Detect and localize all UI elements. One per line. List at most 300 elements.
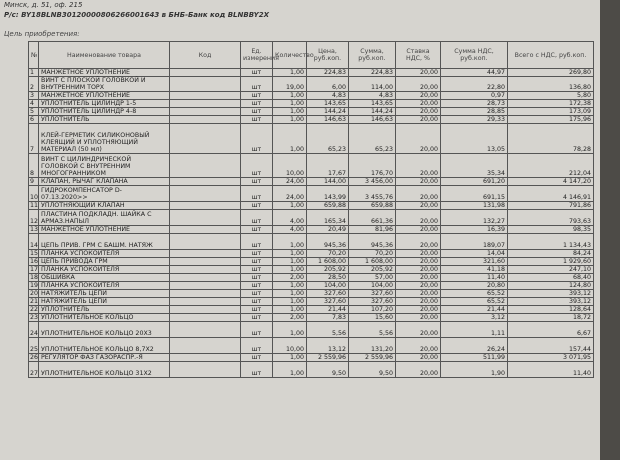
row-number: 27 — [29, 362, 39, 378]
total-amount: 269,80 — [508, 69, 594, 77]
quantity: 1,00 — [273, 234, 307, 250]
row-number: 10 — [29, 186, 39, 202]
table-row — [29, 314, 594, 322]
table-row — [29, 306, 594, 314]
unit: шт — [241, 210, 273, 226]
table-row — [29, 258, 594, 266]
vat-amount: 41,18 — [441, 266, 508, 274]
item-name: ВИНТ С ЦИЛИНДРИЧЕСКОЙ ГОЛОВКОЙ С ВНУТРЕННИМ МНОГОГРАННИКОМ — [39, 154, 170, 178]
item-code — [170, 266, 241, 274]
vat-rate: 20,00 — [396, 124, 441, 154]
table-header-row — [29, 42, 594, 69]
total-amount: 124,80 — [508, 282, 594, 290]
item-code — [170, 322, 241, 338]
row-number: 18 — [30, 274, 39, 281]
item-name: МАНЖЕТНОЕ УПЛОТНЕНИЕ — [39, 226, 170, 234]
vat-amount: 189,07 — [441, 234, 508, 250]
row-number: 7 — [29, 124, 39, 154]
vat-rate: 20,00 — [396, 178, 441, 186]
row-number: 21 — [30, 298, 39, 305]
vat-amount: 29,33 — [441, 116, 508, 124]
item-code — [170, 186, 241, 202]
row-number: 24 — [29, 322, 39, 338]
table-row — [29, 124, 594, 154]
row-number: 22 — [30, 306, 39, 313]
vat-amount: 1,11 — [441, 322, 508, 338]
total-amount: 4 146,91 — [508, 186, 594, 202]
row-number: 4 — [29, 100, 39, 108]
total-amount: 128,64 — [508, 306, 594, 314]
item-name: ВИНТ С ПЛОСКОЙ ГОЛОВКОЙ И ВНУТРЕННИМ ТОРХ — [39, 77, 170, 92]
total-amount: 68,40 — [508, 274, 594, 282]
item-name: УПЛОТНИТЕЛЬНОЕ КОЛЬЦО 31Х2 — [39, 362, 170, 378]
unit: шт — [241, 234, 273, 250]
unit: шт — [241, 274, 273, 282]
row-number: 16 — [30, 258, 39, 265]
vat-rate: 20,00 — [396, 266, 441, 274]
col-header-qty: Количество — [273, 42, 307, 69]
unit: шт — [241, 322, 273, 338]
unit: шт — [241, 362, 273, 378]
item-code — [170, 314, 241, 322]
price: 65,23 — [307, 124, 349, 154]
price: 224,83 — [307, 69, 349, 77]
quantity: 1,00 — [273, 108, 307, 116]
vat-rate: 20,00 — [396, 362, 441, 378]
quantity: 1,00 — [273, 322, 307, 338]
table-row — [29, 290, 594, 298]
vat-rate: 20,00 — [396, 202, 441, 210]
vat-rate: 20,00 — [396, 338, 441, 354]
price: 659,88 — [307, 202, 349, 210]
total-amount: 98,35 — [508, 226, 594, 234]
amount: 146,63 — [349, 116, 396, 124]
table-row — [29, 274, 594, 282]
price: 70,20 — [307, 250, 349, 258]
vat-rate: 20,00 — [396, 290, 441, 298]
item-name: ПЛАНКА УСПОКОИТЕЛЯ — [39, 266, 170, 274]
amount: 104,00 — [349, 282, 396, 290]
amount: 143,65 — [349, 100, 396, 108]
price: 13,12 — [307, 338, 349, 354]
vat-rate: 20,00 — [396, 282, 441, 290]
vat-amount: 28,73 — [441, 100, 508, 108]
price: 945,36 — [307, 234, 349, 250]
vat-amount: 16,39 — [441, 226, 508, 234]
vat-amount: 132,27 — [441, 210, 508, 226]
amount: 1 608,00 — [349, 258, 396, 266]
price: 205,92 — [307, 266, 349, 274]
item-name: ПЛАНКА УСПОКОИТЕЛЯ — [39, 282, 170, 290]
item-name: КЛАПАН, РЫЧАГ КЛАПАНА — [39, 178, 170, 186]
row-number: 2 — [29, 77, 39, 92]
total-amount: 173,09 — [508, 108, 594, 116]
amount: 176,70 — [349, 154, 396, 178]
price: 5,56 — [307, 322, 349, 338]
table-row — [29, 298, 594, 306]
item-name: РЕГУЛЯТОР ФАЗ ГАЗОРАСПР.-Я — [39, 354, 170, 362]
row-number: 17 — [30, 266, 39, 273]
table-row — [29, 338, 594, 354]
row-number: 20 — [30, 290, 39, 297]
unit: шт — [241, 258, 273, 266]
unit: шт — [241, 314, 273, 322]
quantity: 1,00 — [273, 100, 307, 108]
unit: шт — [241, 298, 273, 306]
vat-amount: 14,04 — [441, 250, 508, 258]
amount: 5,56 — [349, 322, 396, 338]
col-header-vat-rate: Ставка НДС, % — [396, 42, 441, 69]
price: 327,60 — [307, 290, 349, 298]
col-header-code: Код — [170, 42, 241, 69]
quantity: 1,00 — [273, 250, 307, 258]
table-row — [29, 266, 594, 274]
table-row — [29, 234, 594, 250]
price: 1 608,00 — [307, 258, 349, 266]
quantity: 24,00 — [273, 186, 307, 202]
table-row — [29, 282, 594, 290]
item-code — [170, 274, 241, 282]
row-number: 5 — [29, 108, 39, 116]
row-number: 25 — [29, 338, 39, 354]
row-number: 14 — [29, 234, 39, 250]
vat-amount: 65,52 — [441, 290, 508, 298]
table-row — [29, 210, 594, 226]
quantity: 2,00 — [273, 314, 307, 322]
vat-amount: 0,97 — [441, 92, 508, 100]
item-name: УПЛОТНИТЕЛЬНОЕ КОЛЬЦО 8,7Х2 — [39, 338, 170, 354]
price: 143,99 — [307, 186, 349, 202]
total-amount: 11,40 — [508, 362, 594, 378]
item-code — [170, 354, 241, 362]
item-name: ЦЕПЬ ПРИВОДА ГРМ — [39, 258, 170, 266]
item-code — [170, 290, 241, 298]
table-row — [29, 154, 594, 178]
table-row — [29, 69, 594, 77]
vat-rate: 20,00 — [396, 154, 441, 178]
total-amount: 247,10 — [508, 266, 594, 274]
quantity: 10,00 — [273, 154, 307, 178]
price: 6,00 — [307, 77, 349, 92]
table-row — [29, 362, 594, 378]
table-row — [29, 250, 594, 258]
total-amount: 212,04 — [508, 154, 594, 178]
item-code — [170, 92, 241, 100]
row-number: 19 — [30, 282, 39, 289]
vat-rate: 20,00 — [396, 322, 441, 338]
unit: шт — [241, 290, 273, 298]
unit: шт — [241, 178, 273, 186]
col-header-unit: Ед. измерения — [241, 42, 273, 69]
total-amount: 5,80 — [508, 92, 594, 100]
item-code — [170, 202, 241, 210]
vat-amount: 691,20 — [441, 178, 508, 186]
vat-rate: 20,00 — [396, 298, 441, 306]
vat-rate: 20,00 — [396, 77, 441, 92]
total-amount: 791,86 — [508, 202, 594, 210]
unit: шт — [241, 354, 273, 362]
item-name: УПЛОТНИТЕЛЬ — [39, 306, 170, 314]
unit: шт — [241, 338, 273, 354]
vat-rate: 20,00 — [396, 306, 441, 314]
item-name: ПЛАНКА УСПОКОИТЕЛЯ — [39, 250, 170, 258]
vat-rate: 20,00 — [396, 258, 441, 266]
unit: шт — [241, 92, 273, 100]
amount: 15,60 — [349, 314, 396, 322]
vat-rate: 20,00 — [396, 69, 441, 77]
vat-amount: 28,85 — [441, 108, 508, 116]
row-number: 6 — [29, 116, 39, 124]
quantity: 1,00 — [273, 258, 307, 266]
unit: шт — [241, 124, 273, 154]
row-number: 8 — [29, 154, 39, 178]
quantity: 1,00 — [273, 354, 307, 362]
total-amount: 1 929,60 — [508, 258, 594, 266]
row-number: 23 — [30, 314, 39, 321]
unit: шт — [241, 186, 273, 202]
vat-amount: 691,15 — [441, 186, 508, 202]
row-number: 9 — [29, 178, 39, 186]
item-code — [170, 77, 241, 92]
unit: шт — [241, 226, 273, 234]
row-number: 26 — [30, 354, 39, 361]
price: 104,00 — [307, 282, 349, 290]
item-code — [170, 178, 241, 186]
quantity: 1,00 — [273, 116, 307, 124]
vat-rate: 20,00 — [396, 116, 441, 124]
item-code — [170, 258, 241, 266]
table-row — [29, 354, 594, 362]
price: 2 559,96 — [307, 354, 349, 362]
vat-rate: 20,00 — [396, 210, 441, 226]
vat-amount: 321,60 — [441, 258, 508, 266]
quantity: 1,00 — [273, 290, 307, 298]
total-amount: 157,44 — [508, 338, 594, 354]
item-code — [170, 234, 241, 250]
vat-amount: 35,34 — [441, 154, 508, 178]
price: 327,60 — [307, 298, 349, 306]
item-name: УПЛОТНИТЕЛЬ ЦИЛИНДР 4-8 — [39, 108, 170, 116]
item-code — [170, 298, 241, 306]
quantity: 1,00 — [273, 306, 307, 314]
total-amount: 175,96 — [508, 116, 594, 124]
amount: 81,96 — [349, 226, 396, 234]
col-header-price: Цена, руб.коп. — [307, 42, 349, 69]
total-amount: 6,67 — [508, 322, 594, 338]
quantity: 19,00 — [273, 77, 307, 92]
col-header-name: Наименование товара — [39, 42, 170, 69]
col-header-vat-sum: Сумма НДС, руб.коп. — [441, 42, 508, 69]
amount: 327,60 — [349, 298, 396, 306]
bank-account-line: Р/с: BY18BLNB30120000806266001643 в БНБ-Банк код BLNBBY2X — [4, 11, 269, 19]
unit: шт — [241, 266, 273, 274]
item-name: ОБШИВКА — [39, 274, 170, 282]
vat-amount: 511,99 — [441, 354, 508, 362]
item-code — [170, 108, 241, 116]
item-name: УПЛОТНИТЕЛЬ ЦИЛИНДР 1-5 — [39, 100, 170, 108]
col-header-sum: Сумма, руб.коп. — [349, 42, 396, 69]
quantity: 1,00 — [273, 92, 307, 100]
amount: 224,83 — [349, 69, 396, 77]
item-name: ГИДРОКОМПЕНСАТОР D-07.13.2020>> — [39, 186, 170, 202]
amount: 3 456,00 — [349, 178, 396, 186]
quantity: 1,00 — [273, 362, 307, 378]
table-row — [29, 322, 594, 338]
price: 146,63 — [307, 116, 349, 124]
item-name: КЛЕЙ-ГЕРМЕТИК СИЛИКОНОВЫЙ КЛЕЯЩИЙ И УПЛОТНЯЮЩИЙ МАТЕРИАЛ (50 мл) — [39, 124, 170, 154]
item-code — [170, 154, 241, 178]
total-amount: 1 134,43 — [508, 234, 594, 250]
quantity: 24,00 — [273, 178, 307, 186]
quantity: 4,00 — [273, 210, 307, 226]
item-code — [170, 362, 241, 378]
vat-amount: 3,12 — [441, 314, 508, 322]
unit: шт — [241, 250, 273, 258]
vat-amount: 26,24 — [441, 338, 508, 354]
total-amount: 18,72 — [508, 314, 594, 322]
item-code — [170, 69, 241, 77]
col-header-total: Всего с НДС, руб.коп. — [508, 42, 594, 69]
table-row — [29, 226, 594, 234]
item-name: УПЛОТНИТЕЛЬНОЕ КОЛЬЦО — [39, 314, 170, 322]
table-row — [29, 92, 594, 100]
item-name: УПЛОТНИТЕЛЬ — [39, 116, 170, 124]
price: 28,50 — [307, 274, 349, 282]
item-code — [170, 124, 241, 154]
row-number: 13 — [30, 226, 39, 233]
item-code — [170, 100, 241, 108]
quantity: 1,00 — [273, 298, 307, 306]
amount: 661,36 — [349, 210, 396, 226]
row-number: 1 — [29, 69, 39, 77]
amount: 205,92 — [349, 266, 396, 274]
vat-rate: 20,00 — [396, 250, 441, 258]
vat-rate: 20,00 — [396, 274, 441, 282]
row-number: 3 — [29, 92, 39, 100]
vat-rate: 20,00 — [396, 234, 441, 250]
item-name: УПЛОТНЯЮЩИЙ КЛАПАН — [39, 202, 170, 210]
item-code — [170, 250, 241, 258]
item-name: ПЛАСТИНА ПОДКЛАДН. ШАЙКА С АРМАЗ.НАПЫЛ — [39, 210, 170, 226]
item-name: МАНЖЕТНОЕ УПЛОТНЕНИЕ — [39, 69, 170, 77]
quantity: 2,00 — [273, 274, 307, 282]
item-name: ЦЕПЬ ПРИВ. ГРМ С БАШМ. НАТЯЖ — [39, 234, 170, 250]
price: 17,67 — [307, 154, 349, 178]
total-amount: 393,12 — [508, 290, 594, 298]
vat-amount: 11,40 — [441, 274, 508, 282]
vat-rate: 20,00 — [396, 354, 441, 362]
row-number: 12 — [29, 210, 39, 226]
vat-rate: 20,00 — [396, 314, 441, 322]
total-amount: 4 147,20 — [508, 178, 594, 186]
quantity: 10,00 — [273, 338, 307, 354]
table-row — [29, 108, 594, 116]
vat-amount: 22,80 — [441, 77, 508, 92]
vat-amount: 20,80 — [441, 282, 508, 290]
unit: шт — [241, 116, 273, 124]
amount: 131,20 — [349, 338, 396, 354]
amount: 70,20 — [349, 250, 396, 258]
table-row — [29, 116, 594, 124]
total-amount: 78,28 — [508, 124, 594, 154]
amount: 65,23 — [349, 124, 396, 154]
amount: 114,00 — [349, 77, 396, 92]
quantity: 4,00 — [273, 226, 307, 234]
total-amount: 793,63 — [508, 210, 594, 226]
amount: 327,60 — [349, 290, 396, 298]
vat-rate: 20,00 — [396, 92, 441, 100]
total-amount: 136,80 — [508, 77, 594, 92]
table-row — [29, 186, 594, 202]
row-number: 11 — [30, 202, 39, 209]
vat-amount: 44,97 — [441, 69, 508, 77]
unit: шт — [241, 108, 273, 116]
quantity: 1,00 — [273, 69, 307, 77]
vat-rate: 20,00 — [396, 226, 441, 234]
vat-rate: 20,00 — [396, 100, 441, 108]
purchase-purpose-label: Цель приобретения: — [4, 30, 80, 38]
quantity: 1,00 — [273, 266, 307, 274]
amount: 144,24 — [349, 108, 396, 116]
item-code — [170, 210, 241, 226]
item-code — [170, 226, 241, 234]
amount: 4,83 — [349, 92, 396, 100]
quantity: 1,00 — [273, 202, 307, 210]
table-row — [29, 77, 594, 92]
total-amount: 3 071,95 — [508, 354, 594, 362]
item-code — [170, 282, 241, 290]
amount: 9,50 — [349, 362, 396, 378]
vat-amount: 21,44 — [441, 306, 508, 314]
price: 21,44 — [307, 306, 349, 314]
quantity: 1,00 — [273, 124, 307, 154]
amount: 659,88 — [349, 202, 396, 210]
amount: 57,00 — [349, 274, 396, 282]
unit: шт — [241, 100, 273, 108]
amount: 107,20 — [349, 306, 396, 314]
item-name: НАТЯЖИТЕЛЬ ЦЕПИ — [39, 298, 170, 306]
invoice-table — [28, 41, 594, 378]
table-row — [29, 100, 594, 108]
quantity: 1,00 — [273, 282, 307, 290]
supplier-address: Минск, д. 51, оф. 215 — [4, 1, 83, 9]
unit: шт — [241, 306, 273, 314]
price: 9,50 — [307, 362, 349, 378]
unit: шт — [241, 282, 273, 290]
unit: шт — [241, 154, 273, 178]
unit: шт — [241, 77, 273, 92]
unit: шт — [241, 202, 273, 210]
table-row — [29, 202, 594, 210]
item-code — [170, 338, 241, 354]
unit: шт — [241, 69, 273, 77]
item-code — [170, 116, 241, 124]
vat-amount: 1,90 — [441, 362, 508, 378]
item-name: НАТЯЖИТЕЛЬ ЦЕПИ — [39, 290, 170, 298]
total-amount: 172,38 — [508, 100, 594, 108]
amount: 945,36 — [349, 234, 396, 250]
vat-rate: 20,00 — [396, 108, 441, 116]
total-amount: 84,24 — [508, 250, 594, 258]
price: 144,00 — [307, 178, 349, 186]
price: 4,83 — [307, 92, 349, 100]
price: 143,65 — [307, 100, 349, 108]
background-edge — [600, 0, 620, 460]
item-name: МАНЖЕТНОЕ УПЛОТНЕНИЕ — [39, 92, 170, 100]
vat-amount: 13,05 — [441, 124, 508, 154]
item-name: УПЛОТНИТЕЛЬНОЕ КОЛЬЦО 20Х3 — [39, 322, 170, 338]
vat-amount: 65,52 — [441, 298, 508, 306]
